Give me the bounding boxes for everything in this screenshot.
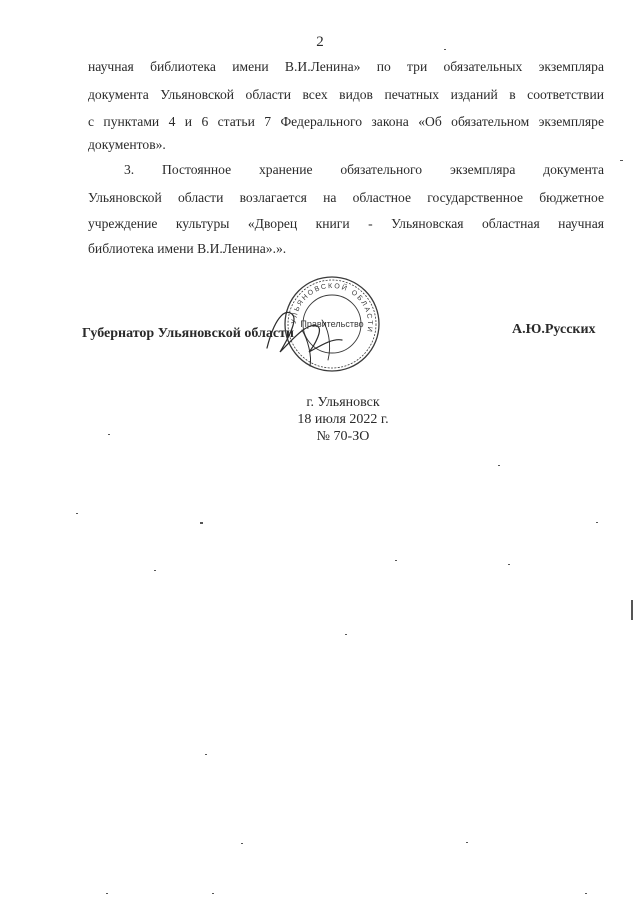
scan-speck [596, 522, 598, 523]
scan-speck [106, 893, 108, 894]
scan-speck [620, 160, 623, 161]
paragraph-line: 3. Постоянное хранение обязательного экземпляра документа [124, 162, 604, 177]
scan-speck [154, 570, 156, 571]
paragraph-line: Ульяновской области возлагается на областное государственное бюджетное [88, 190, 604, 205]
scan-speck [585, 893, 587, 894]
paragraph-line: документа Ульяновской области всех видов печатных изданий в соответствии [88, 87, 604, 102]
scan-speck [395, 560, 397, 561]
signer-name: А.Ю.Русских [512, 322, 596, 337]
paragraph-line: с пунктами 4 и 6 статьи 7 Федерального закона «Об обязательном экземпляре [88, 114, 604, 129]
scan-speck [76, 513, 78, 514]
scan-speck [212, 893, 214, 894]
scan-speck [498, 465, 500, 466]
document-number-line: № 70-ЗО [316, 429, 370, 444]
page-number: 2 [316, 34, 324, 50]
scan-speck [205, 754, 207, 755]
scan-speck [241, 843, 243, 844]
seal-ring-text: УЛЬЯНОВСКОЙ ОБЛАСТИ [290, 282, 374, 334]
paragraph-line: документов». [88, 137, 166, 152]
date-line: 18 июля 2022 г. [297, 412, 389, 427]
scan-speck [508, 564, 510, 565]
seal-center-text: Правительство [300, 319, 364, 329]
paragraph-line: научная библиотека имени В.И.Ленина» по три обязательных экземпляра [88, 59, 604, 74]
handwritten-signature [262, 300, 354, 370]
scan-speck [444, 49, 446, 50]
scan-speck [200, 522, 203, 524]
scan-speck [466, 842, 468, 843]
scan-speck [631, 600, 633, 620]
signer-role: Губернатор Ульяновской области [82, 326, 294, 341]
paragraph-line: учреждение культуры «Дворец книги - Ульяновская областная научная [88, 216, 604, 231]
city-line: г. Ульяновск [306, 395, 380, 410]
scan-speck [108, 434, 110, 435]
scan-speck [345, 634, 347, 635]
paragraph-line: библиотека имени В.И.Ленина».». [88, 241, 287, 256]
